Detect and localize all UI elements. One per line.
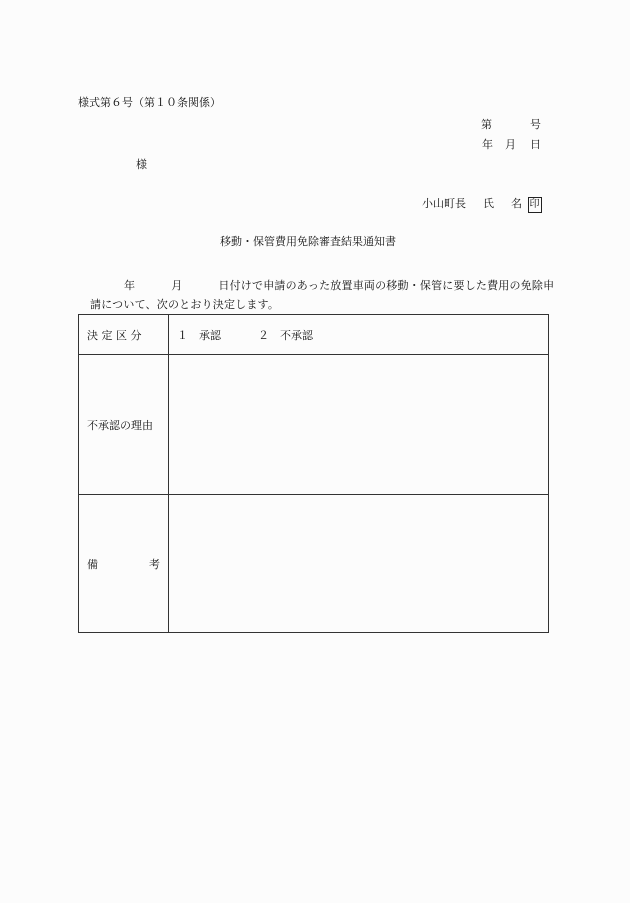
body-year: 年 — [124, 279, 136, 292]
option-approve: １ 承認 — [177, 328, 221, 342]
remarks-label-2: 考 — [149, 557, 160, 571]
option-reject: ２ 不承認 — [258, 328, 313, 342]
date-day: 日 — [530, 138, 541, 151]
remarks-label-cell — [79, 495, 169, 633]
decision-options — [169, 315, 549, 355]
remarks-cell — [169, 495, 549, 633]
addressee-honorific: 様 — [136, 158, 147, 171]
decision-row — [79, 315, 549, 355]
remarks-label-1: 備 — [87, 557, 98, 571]
document-number-prefix: 第 — [481, 118, 492, 131]
date-year: 年 — [482, 138, 493, 151]
issuer-org: 小山町長 — [422, 197, 466, 210]
decision-table — [78, 314, 549, 633]
body-paragraph — [78, 276, 556, 314]
reason-cell — [169, 355, 549, 495]
form-number: 様式第６号（第１０条関係） — [78, 96, 221, 109]
issuer-name-label-2: 名 — [511, 197, 522, 210]
issuer-line — [422, 197, 542, 213]
body-line2: 請について、次のとおり決定します。 — [90, 298, 280, 311]
reason-row — [79, 355, 549, 495]
document-number-suffix: 号 — [530, 118, 541, 131]
document-title: 移動・保管費用免除審査結果通知書 — [220, 235, 396, 248]
seal-mark: 印 — [528, 197, 542, 213]
date-month: 月 — [505, 138, 516, 151]
reason-label: 不承認の理由 — [79, 355, 169, 495]
issuer-name-label-1: 氏 — [483, 197, 494, 210]
body-month: 月 — [171, 279, 183, 292]
decision-label: 決 定 区 分 — [79, 315, 169, 355]
remarks-row — [79, 495, 549, 633]
body-line1: 日付けで申請のあった放置車両の移動・保管に要した費用の免除申 — [218, 279, 555, 292]
